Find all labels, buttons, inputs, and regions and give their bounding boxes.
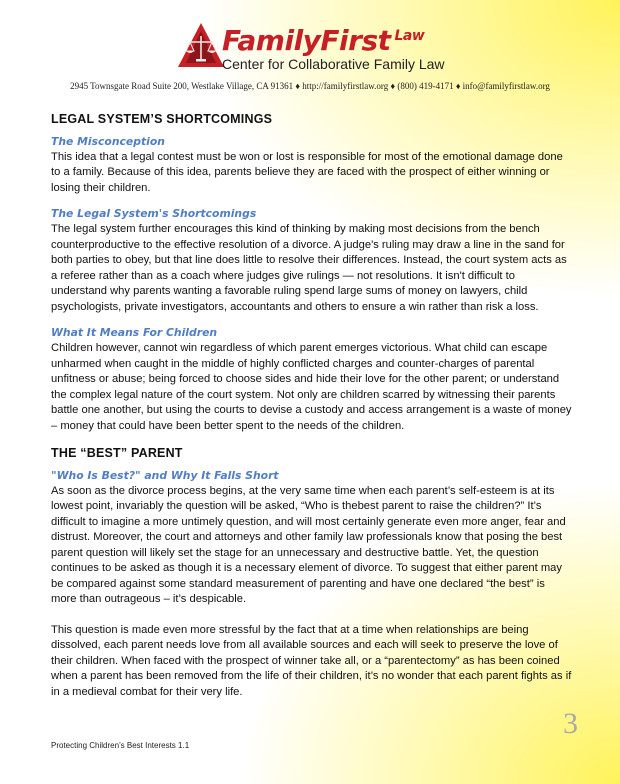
section-heading: LEGAL SYSTEM’S SHORTCOMINGS — [51, 112, 273, 126]
paragraph: As soon as the divorce process begins, at the very same time when each parent’s self-esteem is at its lowest point, invariably the question will be asked, “Who is thebest parent to raise the children?” It’s difficult to imagine a more untimely question, and will most certainly generate even more anger, fear and distrust. Moreover, the court and attorneys and other family law professionals know that posing the best parent question will likely set the stage for an unnecessary and destructive battle. Yet, the question continues to be asked as though it is a necessary element of divorce. To suggest that either parent may be compared against some standard measurement of parenting and have one declared “the best” is more than outrageous – it’s despicable. — [51, 484, 566, 605]
subsection-heading: "Who Is Best?" and Why It Falls Short — [51, 468, 279, 482]
brand-tagline: Center for Collaborative Family Law — [222, 56, 445, 72]
scales-of-justice-icon — [176, 22, 226, 70]
subsection-heading: What It Means For Children — [51, 326, 218, 339]
section-heading: THE “BEST” PARENT — [51, 446, 183, 460]
page-number: 3 — [563, 707, 578, 740]
brand-suffix: Law — [394, 27, 425, 44]
paragraph: This question is made even more stressful by the fact that at a time when relationships are being dissolved, each parent needs love from all available sources and each will seek to preserve the love of their children. When faced with the prospect of winner take all, or a “parentectomy” as has been coined when a parent has been removed from the life of their children, it’s no wonder that each parent fights as if in a medieval combat for their very life. — [51, 623, 572, 698]
subsection-heading: The Legal System's Shortcomings — [51, 207, 257, 220]
document-body — [51, 112, 573, 700]
brand-name: FamilyFirst $^{Law}$ — [222, 24, 425, 57]
subsection-heading: The Misconception — [51, 134, 165, 148]
paragraph: Children however, cannot win regardless of which parent emerges victorious. What child can escape unharmed when caught in the middle of highly conflicted charges and counter-charges of parental unfitness or abuse; being forced to choose sides and hide their love for the other parent; or understand the complex legal nature of the court system. Not only are children scarred by witnessing their parents battle one another, but using the courts to devise a custody and access arrangement is a waste of money – money that could have been better spent to the needs of the children. — [51, 342, 572, 432]
footer-text: Protecting Children’s Best Interests 1.1 — [51, 741, 190, 750]
paragraph: This idea that a legal contest must be won or lost is responsible for most of the emotional damage done to a family. Because of this idea, parents believe they are faced with the prospect of either winning or losing their children. — [51, 150, 563, 194]
paragraph: The legal system further encourages this kind of thinking by making most decisions from the bench counterproductive to the effective resolution of a divorce. A judge's ruling may draw a line in the sand for both parties to obey, but that line does little to resolve their differences. Instead, the court system acts as a referee rather than as a coach where judges give rulings — not resolutions. It isn't difficult to understand why parents wanting a favorable ruling spend large sums of money on lawyers, child psychologists, private investigators, accountants and others to ensure a win rather than risk a loss. — [51, 223, 567, 313]
contact-line: 2945 Townsgate Road Suite 200, Westlake Village, CA 91361 ♦ http://familyfirstlaw.org ♦ (800) 419-4171 ♦ info@familyfirstlaw.org — [70, 81, 550, 91]
